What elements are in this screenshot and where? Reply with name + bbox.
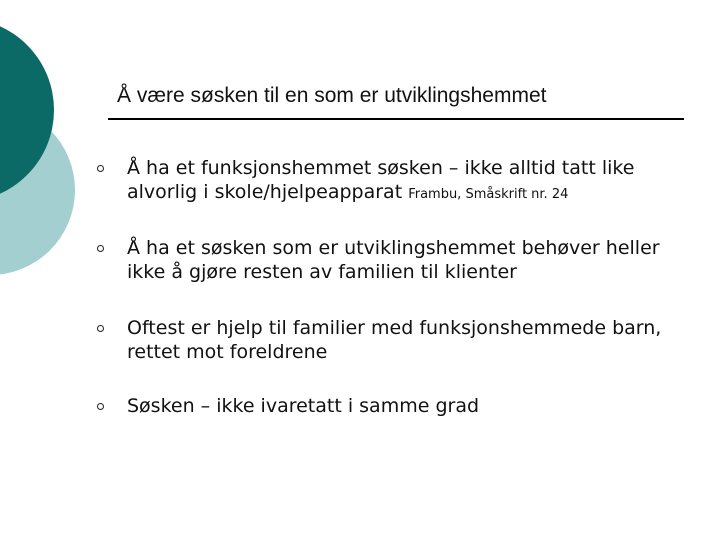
bullet-text: Å ha et søsken som er utviklingshemmet behøver heller ikke å gjøre resten av familien til klienter <box>127 237 660 283</box>
decorative-circles <box>0 0 120 300</box>
bullet-text <box>127 156 699 207</box>
bullet-text: Søsken – ikke ivaretatt i samme grad <box>127 395 480 417</box>
title-divider <box>108 118 684 120</box>
slide-title: Å være søsken til en som er utviklingshemmet <box>117 84 547 107</box>
bullet-circle-icon <box>97 245 104 252</box>
bullet-text: Oftest er hjelp til familier med funksjonshemmede barn, rettet mot foreldrene <box>127 317 662 363</box>
bullet-circle-icon <box>97 325 104 332</box>
bullet-circle-icon <box>97 165 104 172</box>
bullet-main-text: Å ha et funksjonshemmet søsken – ikke alltid tatt like alvorlig i skole/hjelpeapparat <box>127 157 635 203</box>
source-citation: Frambu, Småskrift nr. 24 <box>408 187 569 202</box>
bullet-circle-icon <box>97 403 104 410</box>
